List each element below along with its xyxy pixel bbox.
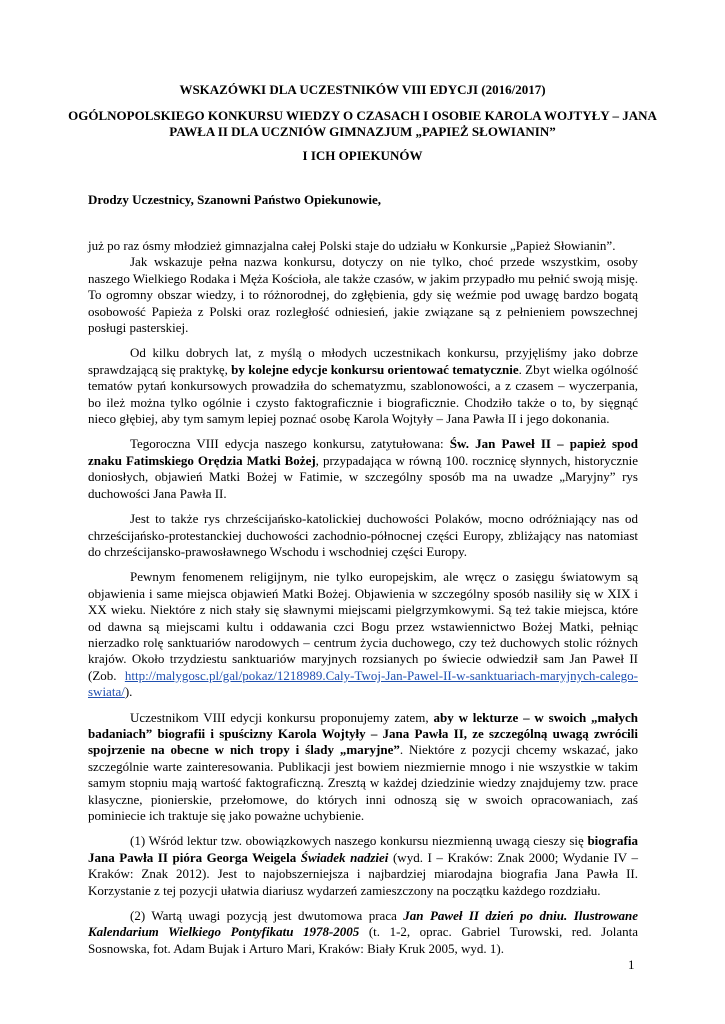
paragraph-2-bold: by kolejne edycje konkursu orientować tematycznie <box>231 361 519 377</box>
paragraph-4: Jest to także rys chrześcijańsko-katolickiej duchowości Polaków, mocno odróżniający nas od chrześcijańsko-protestanckiej duchowości zachodnio-północnej części Europy, zbliżający nas natomiast do chrześcijansko-prawosławnego Wschodu i wschodniej części Europy. <box>88 511 638 559</box>
sanctuaries-link[interactable]: http://malygosc.pl/gal/pokaz/1218989.Caly-Twoj-Jan-Pawel-II-w-sanktuariach-maryjnych-calego-swiata/ <box>88 667 638 700</box>
paragraph-5-text-end: ). <box>124 684 133 700</box>
paragraph-6-text-end: . Niektóre z pozycji chcemy wskazać, jako szczególnie warte zainteresowania. Publikacji jest bowiem niezmiernie mnogo i nie wszystkie w takim samym stopniu mają wartość faktograficzną. Zresztą w każdej dziedzinie wiedzy znajdujemy tzw. prace klasyczne, pionierskie, przełomowe, do których inni odnoszą się w swoich opracowaniach, zaś pominiecie ich traktuje się jako poważne uchybienie. <box>88 742 638 823</box>
paragraph-7-bold: biografia Jana Pawła II pióra Georga Weigela <box>88 833 638 865</box>
paragraph-2-text: Od kilku dobrych lat, z myślą o młodych uczestnikach konkursu, przyjęliśmy jako dobrze sprawdzającą się praktykę, <box>88 345 638 377</box>
paragraph-7-text-end: (wyd. I – Kraków: Znak 2000; Wydanie IV – Kraków: Znak 2012). Jest to najobszerniejsza i najbardziej miarodajna biografia Jana Pawła II. Korzystanie z tej pozycji ułatwia diariusz wydarzeń zamieszczony na początku każdego rozdziału. <box>88 849 638 898</box>
page-number: 1 <box>628 957 635 972</box>
paragraph-8-text: (2) Wartą uwagi pozycją jest dwutomowa praca <box>130 908 404 924</box>
document-title-line-3: I ICH OPIEKUNÓW <box>302 148 423 163</box>
paragraph-3-text-end: , przypadająca w równą 100. rocznicę słynnych, historycznie doniosłych, objawień Matki Bożej w Fatimie, w szczególny sposób ma na uwadze „Maryjny” rys duchowości Jana Pawła II. <box>88 452 638 501</box>
paragraph-7-book-title: Świadek nadziei <box>300 849 389 865</box>
paragraph-8-text-end: (t. 1-2, oprac. Gabriel Turowski, red. Jolanta Sosnowska, fot. Adam Bujak i Arturo Mari, Kraków: Biały Kruk 2005, wyd. 1). <box>88 924 638 956</box>
paragraph-5 <box>88 569 638 700</box>
paragraph-7 <box>88 833 638 899</box>
paragraph-3-bold: Św. Jan Paweł II – papież spod znaku Fatimskiego Orędzia Matki Bożej <box>88 436 638 468</box>
paragraph-8 <box>88 908 638 957</box>
document-title-line-1: WSKAZÓWKI DLA UCZESTNIKÓW VIII EDYCJI (2016/2017) <box>179 82 546 97</box>
paragraph-1-first-line: już po raz ósmy młodzież gimnazjalna całej Polski staje do udziału w Konkursie „Papież Słowianin”. <box>88 238 616 253</box>
paragraph-3-text: Tegoroczna VIII edycja naszego konkursu, zatytułowana: <box>130 436 450 452</box>
paragraph-2 <box>88 345 638 427</box>
paragraph-6 <box>88 710 638 825</box>
paragraph-6-text: Uczestnikom VIII edycji konkursu proponujemy zatem, <box>130 709 434 725</box>
document-title-line-2: OGÓLNOPOLSKIEGO KONKURSU WIEDZY O CZASACH I OSOBIE KAROLA WOJTYŁY – JANA PAWŁA II DLA UCZNIÓW GIMNAZJUM „PAPIEŻ SŁOWIANIN” <box>68 108 657 139</box>
paragraph-1: Jak wskazuje pełna nazwa konkursu, dotyczy on nie tylko, choć przede wszystkim, osoby naszego Wielkiego Rodaka i Męża Kościoła, ale także czasów, w jakim przypadło mu pełnić swoją misję. To ogromny obszar wiedzy, i to różnorodnej, do zgłębienia, gdy się weźmie pod uwagę bardzo bogatą osobowość Papieża z Polski oraz rozległość odniesień, jakie związane są z pełnieniem powszechnej posługi pasterskiej. <box>88 254 638 336</box>
salutation: Drodzy Uczestnicy, Szanowni Państwo Opiekunowie, <box>88 192 381 207</box>
paragraph-6-bold: aby w lekturze – w swoich „małych badaniach” biografii i spuścizny Karola Wojtyły – Jana Pawła II, ze szczególną uwagą zwrócili spojrzenie na obecne w nich tropy i ślady „maryjne” <box>88 709 638 758</box>
paragraph-8-book-title: Jan Paweł II dzień po dniu. Ilustrowane Kalendarium Wielkiego Pontyfikatu 1978-2005 <box>88 908 639 940</box>
paragraph-3 <box>88 436 638 502</box>
paragraph-2-text-end: . Zbyt wielka ogólność tematów pytań konkursowych prowadziła do schematyzmu, szablonowości, a z czasem – wyczerpania, bo ileż można tylko ogólnie i czysto faktograficznie i biograficznie. Chodziło także o to, by sięgnąć nieco głębiej, aby tym samym lepiej poznać osobę Karola Wojtyły – Jana Pawła II i jego dokonania. <box>88 361 638 427</box>
paragraph-7-text: (1) Wśród lektur tzw. obowiązkowych naszego konkursu niezmienną uwagą cieszy się <box>130 833 588 849</box>
paragraph-5-text: Pewnym fenomenem religijnym, nie tylko europejskim, ale wręcz o zasięgu światowym są objawienia i same miejsca objawień Matki Bożej. Objawienia w szczególny sposób nasiliły się w XIX i XX wieku. Niektóre z nich stały się sławnymi miejscami pielgrzymkowymi. Są też takie miejsca, które od dawna są miejscami kultu i oddawania czci Bogu przez wstawiennictwo Bożej Matki, pełniąc nierzadko rolę sanktuariów narodowych – centrum życia duchowego, czy też duchowych stolic różnych krajów. Około trzydziestu sanktuariów maryjnych rozsianych po świecie odwiedził sam Jan Paweł II (Zob. <box>88 569 638 683</box>
letter-body <box>88 238 638 966</box>
